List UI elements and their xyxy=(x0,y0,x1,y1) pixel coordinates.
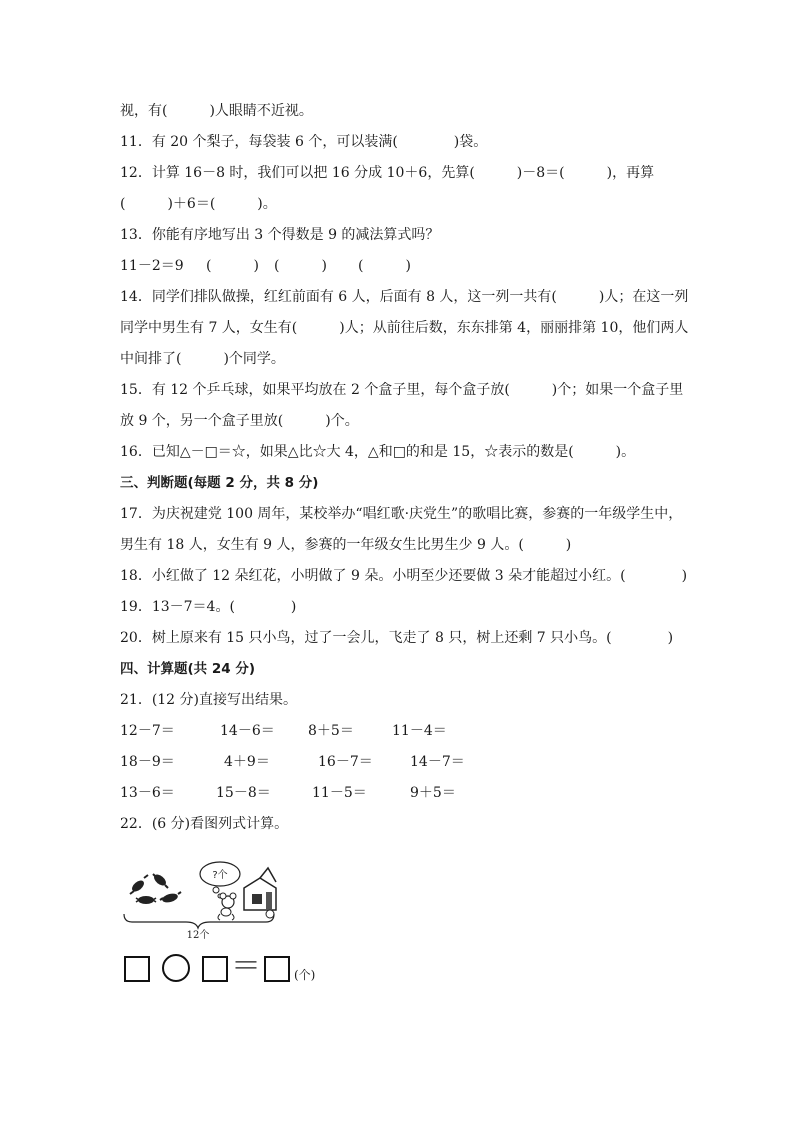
q13-answers xyxy=(120,251,680,282)
q22-illustration xyxy=(120,858,290,940)
section-4-heading: 四、计算题(共 24 分) xyxy=(120,661,256,677)
thought-bubble xyxy=(200,862,240,898)
calc-row-3 xyxy=(120,778,680,809)
q13-blank-1: ( ) xyxy=(206,258,259,274)
calc-item: 14－7＝ xyxy=(410,754,465,770)
answer-box[interactable] xyxy=(124,956,150,982)
q14-line1: 14．同学们排队做操，红红前面有 6 人，后面有 8 人，这一列一共有( )人；在这一列 xyxy=(120,289,689,305)
calc-item: 8＋5＝ xyxy=(308,723,354,739)
q17-line1: 17．为庆祝建党 100 周年，某校举办“唱红歌·庆党生”的歌唱比赛，参赛的一年级学生中， xyxy=(120,506,683,522)
calc-item: 12－7＝ xyxy=(120,723,175,739)
q12-line2: ( )＋6＝( )。 xyxy=(120,196,277,212)
q10-continued: 视，有( )人眼睛不近视。 xyxy=(120,103,313,119)
calc-item: 16－7＝ xyxy=(318,754,373,770)
q13-blank-2: ( ) xyxy=(274,258,327,274)
calc-row-2 xyxy=(120,747,680,778)
unit-label: (个) xyxy=(294,968,316,982)
calc-item: 9＋5＝ xyxy=(410,785,456,801)
calc-item: 11－4＝ xyxy=(392,723,447,739)
q13: 13．你能有序地写出 3 个得数是 9 的减法算式吗？ xyxy=(120,227,440,243)
q20: 20．树上原来有 15 只小鸟，过了一会儿，飞走了 8 只，树上还剩 7 只小鸟。( ) xyxy=(120,630,674,646)
q11: 11．有 20 个梨子，每袋装 6 个，可以装满( )袋。 xyxy=(120,134,488,150)
worksheet-page xyxy=(120,96,689,840)
brace-label: 12个 xyxy=(186,930,210,940)
q21: 21．(12 分)直接写出结果。 xyxy=(120,692,298,708)
brace xyxy=(124,914,274,928)
q15-line1: 15．有 12 个乒乓球，如果平均放在 2 个盒子里，每个盒子放( )个；如果一个盒子里 xyxy=(120,382,684,398)
calc-item: 14－6＝ xyxy=(220,723,275,739)
q12-line1: 12．计算 16－8 时，我们可以把 16 分成 10＋6，先算( )－8＝( )，再算 xyxy=(120,165,655,181)
answer-box[interactable] xyxy=(264,956,290,982)
candy-icon xyxy=(160,892,181,904)
q19: 19．13－7＝4。( ) xyxy=(120,599,297,615)
calc-row-1 xyxy=(120,716,680,747)
candy-icon xyxy=(130,875,148,894)
q14-line3: 中间排了( )个同学。 xyxy=(120,351,285,367)
operator-circle[interactable] xyxy=(162,954,190,982)
q15-line2: 放 9 个，另一个盒子里放( )个。 xyxy=(120,413,359,429)
answer-box[interactable] xyxy=(202,956,228,982)
q13-blank-3: ( ) xyxy=(358,258,411,274)
candy-icon xyxy=(152,872,168,888)
q22: 22．(6 分)看图列式计算。 xyxy=(120,816,289,832)
candy-icon xyxy=(136,896,156,904)
q22-answer-row xyxy=(124,949,316,984)
mouse-icon xyxy=(218,893,236,920)
calc-item: 11－5＝ xyxy=(312,785,367,801)
q14-line2: 同学中男生有 7 人，女生有( )人；从前往后数，东东排第 4，丽丽排第 10，他们两人 xyxy=(120,320,689,336)
bubble-text: ?个 xyxy=(212,870,228,881)
equals-sign: ＝ xyxy=(231,949,261,984)
calc-item: 4＋9＝ xyxy=(224,754,270,770)
section-3-heading: 三、判断题(每题 2 分，共 8 分) xyxy=(120,475,319,491)
q18: 18．小红做了 12 朵红花，小明做了 9 朵。小明至少还要做 3 朵才能超过小红。( ) xyxy=(120,568,688,584)
calc-item: 15－8＝ xyxy=(216,785,271,801)
q16: 16．已知△－□＝☆，如果△比☆大 4，△和□的和是 15，☆表示的数是( )。 xyxy=(120,444,636,460)
q13-example: 11－2＝9 xyxy=(120,258,184,274)
calc-item: 18－9＝ xyxy=(120,754,175,770)
q17-line2: 男生有 18 人，女生有 9 人，参赛的一年级女生比男生少 9 人。( ) xyxy=(120,537,572,553)
house-icon xyxy=(244,868,276,918)
calc-item: 13－6＝ xyxy=(120,785,175,801)
